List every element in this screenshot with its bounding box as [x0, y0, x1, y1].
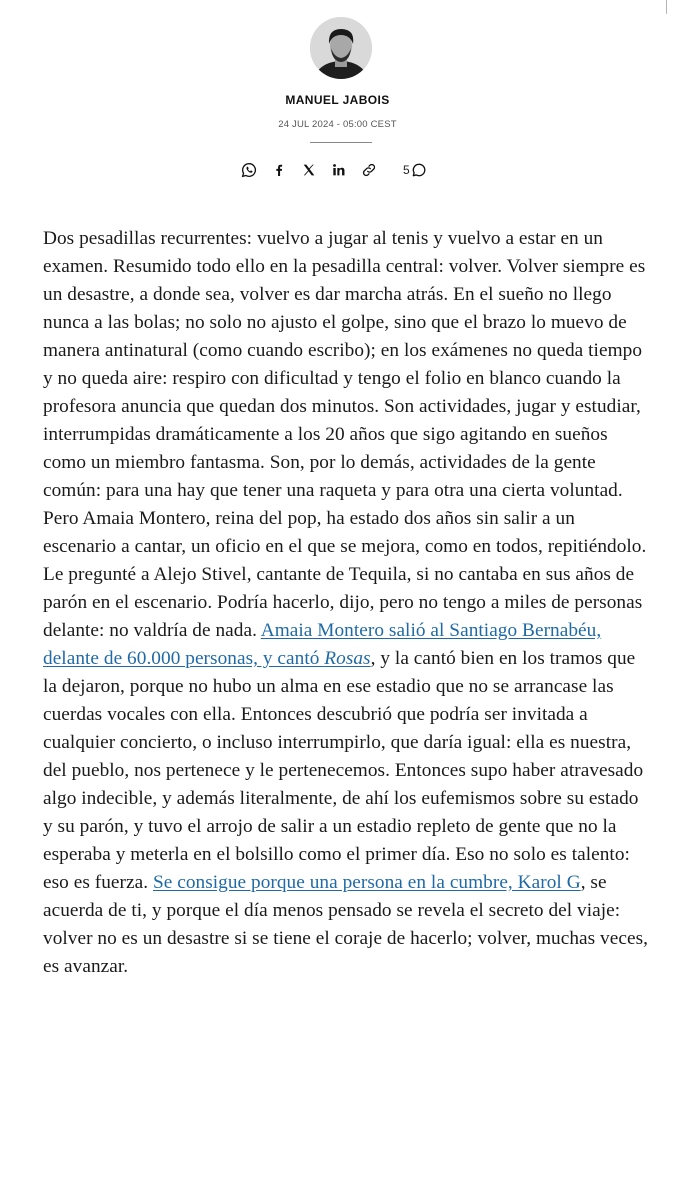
- publish-date: 24 JUL 2024 - 05:00 CEST: [278, 119, 397, 130]
- article-text-1: Dos pesadillas recurrentes: vuelvo a jugar al tenis y vuelvo a estar en un examen. Resumido todo ello en la pesadilla central: volver. Volver siempre es un desastre, a donde sea, volver es dar marcha atrás. En el sueño no llego nunca a las bolas; no solo no ajusto el golpe, sino que el brazo lo muevo de manera antinatural (como cuando escribo); en los exámenes no queda tiempo y no queda aire: respiro con dificultad y tengo el folio en blanco cuando la profesora anuncia que quedan dos minutos. Son actividades, jugar y estudiar, interrumpidas dramáticamente a los 20 años que sigo agitando en sueños como un miembro fantasma. Son, por lo demás, actividades de la gente común: para una hay que tener una raqueta y para otra una cierta voluntad. Pero Amaia Montero, reina del pop, ha estado dos años sin salir a un escenario a cantar, un oficio en el que se mejora, como en todos, repitiéndolo. Le pregunté a Alejo Stivel, cantante de Tequila, si no cantaba en sus años de parón en el escenario. Podría hacerlo, dijo, pero no tengo a miles de personas delante: no valdría de nada.: [43, 228, 647, 641]
- facebook-icon: [271, 162, 287, 178]
- author-avatar[interactable]: [310, 17, 372, 79]
- whatsapp-share-button[interactable]: [236, 157, 262, 183]
- facebook-share-button[interactable]: [266, 157, 292, 183]
- x-icon: [301, 162, 317, 178]
- author-photo: [310, 17, 372, 79]
- x-share-button[interactable]: [296, 157, 322, 183]
- link-icon: [361, 162, 377, 178]
- share-bar: [0, 157, 675, 183]
- comments-button[interactable]: [403, 157, 427, 183]
- comment-count: 5: [403, 163, 410, 177]
- linkedin-share-button[interactable]: [326, 157, 352, 183]
- article-link-karol-g[interactable]: Se consigue porque una persona en la cumbre, Karol G: [152, 872, 581, 893]
- article-text-3: , se acuerda de ti, y porque el día menos pensado se revela el secreto del viaje: volver no es un desastre si se tiene el coraje de hacerlo; volver, muchas veces, es avanzar.: [43, 872, 648, 977]
- header-divider: [310, 142, 372, 143]
- article-link-bernabeu-song: Rosas: [324, 648, 371, 669]
- top-edge-line: [666, 0, 667, 14]
- whatsapp-icon: [241, 162, 257, 178]
- author-name[interactable]: MANUEL JABOIS: [285, 93, 390, 107]
- article-text-2: , y la cantó bien en los tramos que la dejaron, porque no hubo un alma en ese estadio que no se arrancase las cuerdas vocales con ella. Entonces descubrió que podría ser invitada a cualquier concierto, o incluso interrumpirlo, que daría igual: ella es nuestra, del pueblo, nos pertenece y le pertenecemos. Entonces supo haber atravesado algo indecible, y además literalmente, de ahí los eufemismos sobre su estado y su parón, y tuvo el arrojo de salir a un estadio repleto de gente que no la esperaba y meterla en el bolsillo como el primer día. Eso no solo es talento: eso es fuerza.: [43, 648, 644, 893]
- article-link-bernabeu-text: Amaia Montero salió al Santiago Bernabéu, delante de 60.000 personas, y cantó: [43, 620, 602, 669]
- article-body: [43, 225, 648, 981]
- copy-link-button[interactable]: [356, 157, 382, 183]
- linkedin-icon: [331, 162, 347, 178]
- comment-bubble-icon: [411, 162, 427, 178]
